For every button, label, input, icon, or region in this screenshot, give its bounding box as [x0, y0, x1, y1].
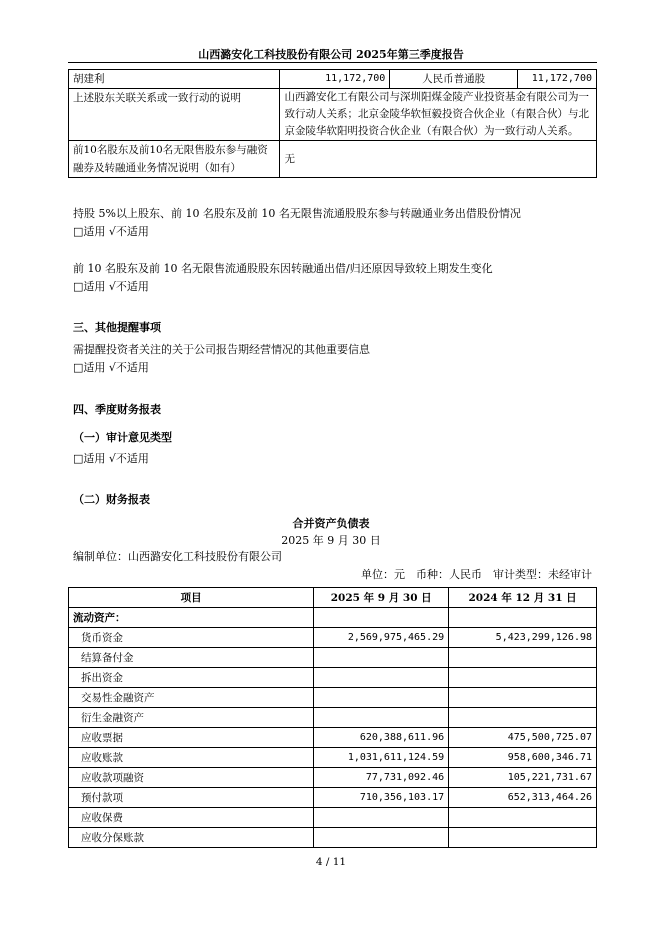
col-header-item: 项目: [69, 588, 314, 608]
share-type: 人民币普通股: [390, 70, 518, 89]
margin-text: 无: [280, 141, 597, 178]
col-header-prior: 2024 年 12 月 31 日: [449, 588, 597, 608]
row-current: 77,731,092.46: [314, 768, 449, 788]
balance-sheet-unit: 单位：元 币种：人民币 审计类型：未经审计: [361, 568, 592, 581]
row-current: [314, 648, 449, 668]
row-current: [314, 708, 449, 728]
row-item: 预付款项: [69, 788, 314, 808]
row-item: 结算备付金: [69, 648, 314, 668]
table-row: [69, 768, 597, 788]
shareholder-table: [68, 69, 597, 178]
table-row: [69, 688, 597, 708]
table-row: [69, 608, 597, 628]
row-prior: [449, 808, 597, 828]
balance-sheet-date: 2025 年 9 月 30 日: [281, 534, 381, 547]
row-prior: 652,313,464.26: [449, 788, 597, 808]
row-current: 710,356,103.17: [314, 788, 449, 808]
col-header-current: 2025 年 9 月 30 日: [314, 588, 449, 608]
table-row: [69, 788, 597, 808]
row-item: 应收票据: [69, 728, 314, 748]
table-row: [69, 89, 597, 141]
row-current: [314, 688, 449, 708]
table-row: [69, 648, 597, 668]
row-item: 应收保费: [69, 808, 314, 828]
row-prior: [449, 708, 597, 728]
row-item: 应收分保账款: [69, 828, 314, 848]
section-4-1-option: □适用 √不适用: [73, 452, 149, 465]
share-quantity-2: 11,172,700: [518, 70, 597, 89]
page-header: 山西潞安化工科技股份有限公司 2025年第三季度报告: [198, 48, 464, 61]
relation-label: 上述股东关联关系或一致行动的说明: [69, 89, 280, 141]
section-4-1-title: （一）审计意见类型: [73, 431, 172, 444]
row-prior: 5,423,299,126.98: [449, 628, 597, 648]
row-prior: [449, 688, 597, 708]
row-item: 应收账款: [69, 748, 314, 768]
table-row: [69, 728, 597, 748]
row-current: 620,388,611.96: [314, 728, 449, 748]
table-row: [69, 828, 597, 848]
row-item: 衍生金融资产: [69, 708, 314, 728]
table-header-row: [69, 588, 597, 608]
section-label: 流动资产：: [69, 608, 314, 628]
balance-sheet-title: 合并资产负债表: [292, 517, 370, 530]
table-row: [69, 70, 597, 89]
table-row: [69, 708, 597, 728]
relation-text: 山西潞安化工有限公司与深圳阳煤金陵产业投资基金有限公司为一致行动人关系；北京金陵华软恒毅投资合伙企业（有限合伙）与北京金陵华软阳明投资合伙企业（有限合伙）为一致行动人关系。: [280, 89, 597, 141]
table-row: [69, 628, 597, 648]
table-row: [69, 808, 597, 828]
section-4-2-title: （二）财务报表: [73, 493, 150, 506]
lending-title: 持股 5%以上股东、前 10 名股东及前 10 名无限售流通股股东参与转融通业务出借股份情况: [73, 207, 521, 220]
balance-sheet-company: 编制单位：山西潞安化工科技股份有限公司: [73, 550, 282, 563]
shareholder-name: 胡建利: [69, 70, 280, 89]
change-title: 前 10 名股东及前 10 名无限售流通股股东因转融通出借/归还原因导致较上期发生变化: [73, 262, 493, 275]
row-current: [314, 828, 449, 848]
lending-option: □适用 √不适用: [73, 225, 149, 238]
row-item: 拆出资金: [69, 668, 314, 688]
table-row: [69, 748, 597, 768]
row-prior: 105,221,731.67: [449, 768, 597, 788]
row-item: 交易性金融资产: [69, 688, 314, 708]
table-row: [69, 668, 597, 688]
row-prior: [449, 668, 597, 688]
table-row: [69, 141, 597, 178]
page-number: 4 / 11: [315, 856, 347, 868]
header-divider: [68, 62, 597, 63]
row-prior: [449, 648, 597, 668]
section-3-text: 需提醒投资者关注的关于公司报告期经营情况的其他重要信息: [73, 343, 370, 356]
row-item: 货币资金: [69, 628, 314, 648]
row-item: 应收款项融资: [69, 768, 314, 788]
section-3-option: □适用 √不适用: [73, 361, 149, 374]
row-prior: 475,500,725.07: [449, 728, 597, 748]
row-current: [314, 808, 449, 828]
row-current: [314, 668, 449, 688]
margin-label: 前10名股东及前10名无限售股东参与融资融券及转融通业务情况说明（如有）: [69, 141, 280, 178]
row-current: 1,031,611,124.59: [314, 748, 449, 768]
row-current: 2,569,975,465.29: [314, 628, 449, 648]
row-prior: [449, 828, 597, 848]
section-3-title: 三、其他提醒事项: [73, 321, 161, 334]
balance-sheet-table: [68, 587, 597, 848]
row-prior: 958,600,346.71: [449, 748, 597, 768]
share-quantity: 11,172,700: [280, 70, 390, 89]
change-option: □适用 √不适用: [73, 280, 149, 293]
section-4-title: 四、季度财务报表: [73, 403, 161, 416]
